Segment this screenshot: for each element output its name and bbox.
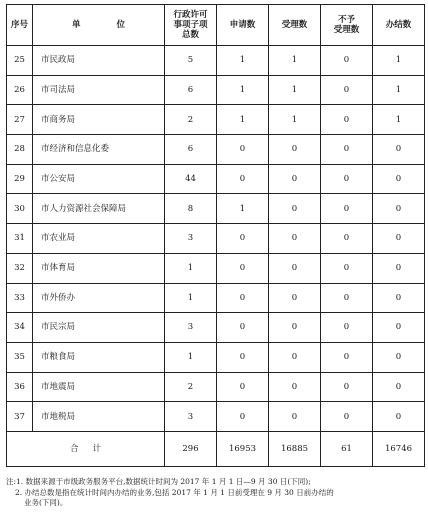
cell-unit: 市司法局 bbox=[33, 75, 165, 105]
table-row bbox=[7, 224, 425, 254]
header-reject-line2: 受理数 bbox=[333, 25, 360, 35]
cell-done: 1 bbox=[373, 46, 425, 76]
cell-accept: 0 bbox=[269, 313, 321, 343]
cell-no: 27 bbox=[7, 105, 33, 135]
cell-items: 3 bbox=[165, 313, 217, 343]
cell-accept: 0 bbox=[269, 402, 321, 432]
cell-items: 5 bbox=[165, 46, 217, 76]
cell-apply: 0 bbox=[217, 253, 269, 283]
cell-apply: 0 bbox=[217, 164, 269, 194]
cell-no: 30 bbox=[7, 194, 33, 224]
cell-done: 0 bbox=[373, 313, 425, 343]
cell-items: 1 bbox=[165, 253, 217, 283]
cell-no: 28 bbox=[7, 135, 33, 165]
cell-unit: 市外侨办 bbox=[33, 283, 165, 313]
cell-reject: 0 bbox=[321, 46, 373, 76]
total-row bbox=[7, 431, 425, 466]
table-row bbox=[7, 194, 425, 224]
cell-unit: 市地震局 bbox=[33, 372, 165, 402]
cell-done: 1 bbox=[373, 105, 425, 135]
total-label bbox=[7, 431, 165, 466]
cell-items: 1 bbox=[165, 342, 217, 372]
cell-unit: 市公安局 bbox=[33, 164, 165, 194]
cell-apply: 0 bbox=[217, 135, 269, 165]
cell-no: 37 bbox=[7, 402, 33, 432]
cell-done: 0 bbox=[373, 342, 425, 372]
cell-accept: 1 bbox=[269, 105, 321, 135]
header-items-line2: 事项子项 bbox=[173, 19, 208, 30]
cell-apply: 1 bbox=[217, 105, 269, 135]
cell-unit: 市农业局 bbox=[33, 224, 165, 254]
header-unit bbox=[33, 5, 165, 46]
cell-items: 3 bbox=[165, 224, 217, 254]
cell-reject: 0 bbox=[321, 164, 373, 194]
header-unit-a: 单 bbox=[71, 19, 81, 30]
table-row bbox=[7, 283, 425, 313]
cell-no: 25 bbox=[7, 46, 33, 76]
header-done: 办结数 bbox=[373, 5, 425, 46]
table-row bbox=[7, 402, 425, 432]
cell-reject: 0 bbox=[321, 75, 373, 105]
cell-items: 44 bbox=[165, 164, 217, 194]
cell-no: 32 bbox=[7, 253, 33, 283]
cell-reject: 0 bbox=[321, 313, 373, 343]
cell-apply: 0 bbox=[217, 342, 269, 372]
header-no: 序号 bbox=[7, 5, 33, 46]
footnote-line-3: 业务(下同)。 bbox=[24, 498, 68, 507]
cell-reject: 0 bbox=[321, 135, 373, 165]
table-row bbox=[7, 164, 425, 194]
table-header bbox=[7, 5, 425, 46]
total-apply: 16953 bbox=[217, 431, 269, 466]
cell-no: 31 bbox=[7, 224, 33, 254]
table-footer bbox=[7, 431, 425, 466]
cell-apply: 0 bbox=[217, 224, 269, 254]
cell-done: 0 bbox=[373, 402, 425, 432]
cell-apply: 0 bbox=[217, 402, 269, 432]
cell-unit: 市地税局 bbox=[33, 402, 165, 432]
cell-done: 1 bbox=[373, 75, 425, 105]
cell-done: 0 bbox=[373, 164, 425, 194]
cell-apply: 1 bbox=[217, 46, 269, 76]
cell-reject: 0 bbox=[321, 224, 373, 254]
header-apply: 申请数 bbox=[217, 5, 269, 46]
cell-done: 0 bbox=[373, 135, 425, 165]
header-items bbox=[165, 5, 217, 46]
cell-accept: 0 bbox=[269, 372, 321, 402]
table-row bbox=[7, 135, 425, 165]
cell-reject: 0 bbox=[321, 372, 373, 402]
cell-reject: 0 bbox=[321, 105, 373, 135]
table-row bbox=[7, 342, 425, 372]
cell-unit: 市商务局 bbox=[33, 105, 165, 135]
cell-no: 36 bbox=[7, 372, 33, 402]
table-row bbox=[7, 313, 425, 343]
cell-accept: 0 bbox=[269, 253, 321, 283]
total-reject: 61 bbox=[321, 431, 373, 466]
table-row bbox=[7, 105, 425, 135]
cell-unit: 市民宗局 bbox=[33, 313, 165, 343]
footnotes bbox=[6, 477, 424, 509]
cell-items: 1 bbox=[165, 283, 217, 313]
cell-apply: 0 bbox=[217, 313, 269, 343]
cell-unit: 市人力资源社会保障局 bbox=[33, 194, 165, 224]
cell-unit: 市粮食局 bbox=[33, 342, 165, 372]
cell-items: 8 bbox=[165, 194, 217, 224]
total-items: 296 bbox=[165, 431, 217, 466]
cell-reject: 0 bbox=[321, 342, 373, 372]
cell-reject: 0 bbox=[321, 253, 373, 283]
cell-accept: 0 bbox=[269, 283, 321, 313]
cell-apply: 0 bbox=[217, 283, 269, 313]
footnote-line-2: 2. 办结总数是指在统计时间内办结的业务,包括 2017 年 1 月 1 日前受理在 9 月 30 日前办结的 bbox=[15, 487, 334, 497]
footnote-line-1: 注:1. 数据来源于市级政务服务平台,数据统计时间为 2017 年 1 月 1 日—9 月 30 日(下同); bbox=[6, 477, 311, 486]
header-accept: 受理数 bbox=[269, 5, 321, 46]
header-reject-line1: 不予 bbox=[337, 14, 355, 25]
table-row bbox=[7, 75, 425, 105]
cell-no: 26 bbox=[7, 75, 33, 105]
cell-no: 34 bbox=[7, 313, 33, 343]
cell-accept: 0 bbox=[269, 224, 321, 254]
header-reject bbox=[321, 5, 373, 46]
cell-done: 0 bbox=[373, 283, 425, 313]
total-label-b: 计 bbox=[92, 443, 102, 454]
cell-unit: 市体育局 bbox=[33, 253, 165, 283]
cell-accept: 1 bbox=[269, 75, 321, 105]
cell-items: 2 bbox=[165, 105, 217, 135]
total-accept: 16885 bbox=[269, 431, 321, 466]
cell-items: 2 bbox=[165, 372, 217, 402]
cell-accept: 0 bbox=[269, 164, 321, 194]
total-label-a: 合 bbox=[69, 443, 79, 454]
table-row bbox=[7, 253, 425, 283]
table-body bbox=[7, 46, 425, 432]
cell-apply: 0 bbox=[217, 372, 269, 402]
table-row bbox=[7, 46, 425, 76]
cell-done: 0 bbox=[373, 253, 425, 283]
cell-done: 0 bbox=[373, 372, 425, 402]
header-items-line1: 行政许可 bbox=[173, 9, 208, 20]
cell-reject: 0 bbox=[321, 194, 373, 224]
cell-done: 0 bbox=[373, 194, 425, 224]
header-unit-b: 位 bbox=[116, 19, 126, 30]
cell-apply: 1 bbox=[217, 194, 269, 224]
cell-accept: 0 bbox=[269, 194, 321, 224]
cell-unit: 市经济和信息化委 bbox=[33, 135, 165, 165]
cell-accept: 0 bbox=[269, 342, 321, 372]
table-row bbox=[7, 372, 425, 402]
cell-reject: 0 bbox=[321, 402, 373, 432]
cell-reject: 0 bbox=[321, 283, 373, 313]
cell-items: 6 bbox=[165, 135, 217, 165]
cell-items: 6 bbox=[165, 75, 217, 105]
cell-done: 0 bbox=[373, 224, 425, 254]
cell-items: 3 bbox=[165, 402, 217, 432]
cell-no: 35 bbox=[7, 342, 33, 372]
cell-apply: 1 bbox=[217, 75, 269, 105]
statistics-table bbox=[6, 4, 425, 467]
header-items-line3: 总数 bbox=[181, 30, 199, 41]
cell-unit: 市民政局 bbox=[33, 46, 165, 76]
cell-accept: 1 bbox=[269, 46, 321, 76]
total-done: 16746 bbox=[373, 431, 425, 466]
cell-no: 29 bbox=[7, 164, 33, 194]
cell-accept: 0 bbox=[269, 135, 321, 165]
cell-no: 33 bbox=[7, 283, 33, 313]
